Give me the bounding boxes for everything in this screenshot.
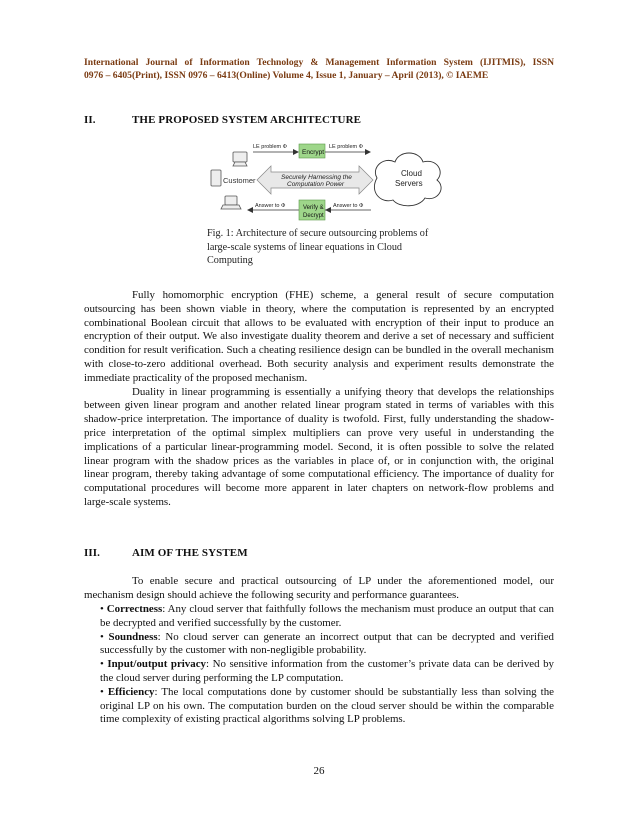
requirements-list xyxy=(84,603,554,727)
verify-label-line2: Decrypt xyxy=(303,213,324,219)
cloud-label-line1: Cloud xyxy=(401,169,422,178)
section-heading-2 xyxy=(84,114,361,126)
cloud-label-line2: Servers xyxy=(395,179,423,188)
section-title: AIM OF THE SYSTEM xyxy=(132,547,248,559)
section-number: III. xyxy=(84,547,100,559)
banner-line2: Computation Power xyxy=(287,181,345,188)
le-problem-label: LE problem Φ xyxy=(253,144,288,150)
le-problem-k-label: LE problem Φ xyxy=(329,144,364,150)
bullet-title: Efficiency xyxy=(107,685,155,698)
aim-intro-paragraph: To enable secure and practical outsourcing of LP under the aforementioned model, our mechanism design should achieve the following security and performance guarantees. xyxy=(84,575,554,601)
journal-header xyxy=(84,56,554,82)
encrypt-label: Encrypt xyxy=(302,149,325,156)
section-title: THE PROPOSED SYSTEM ARCHITECTURE xyxy=(132,114,362,126)
arrow-head-icon xyxy=(365,149,371,155)
list-item: • Input/output privacy: No sensitive information from the customer’s private data can be derived by the cloud server during performing the LP computation. xyxy=(100,658,554,684)
section-number: II. xyxy=(84,114,96,126)
arrow-head-icon xyxy=(293,149,299,155)
journal-header-line1: International Journal of Information Technology & Management Information System (IJITMIS), ISSN xyxy=(84,57,554,68)
customer-label: Customer xyxy=(223,176,256,185)
list-item: • Soundness: No cloud server can generate an incorrect output that can be decrypted and verified successfully by the customer with non-negligible probability. xyxy=(100,630,554,657)
page-number: 26 xyxy=(313,765,325,777)
banner-line1: Securely Harnessing the xyxy=(281,174,352,181)
list-item: • Correctness: Any cloud server that faithfully follows the mechanism must produce an output that can be decrypted and verified successfully by the customer. xyxy=(100,603,554,629)
arrow-head-icon xyxy=(247,207,253,213)
paragraph-duality: Duality in linear programming is essentially a unifying theory that develops the relationships between given linear program and another related linear program stated in terms of variables with this shadow-price interpretation. The importance of duality is twofold. First, fully understanding the shadow-price interpretation of the optimal simplex multipliers can prove very useful in understanding the implications of a particular linear-programming model. Second, it is often possible to solve the related linear program with the shadow prices as the variables in place of, or in conjunction with, the original linear program, thereby taking advantage of some computational efficiency. The importance of duality for computational procedures will become more apparent in later chapters on network-flow problems and large-scale systems. xyxy=(84,385,554,508)
figure-caption: Fig. 1: Architecture of secure outsourcing problems of large-scale systems of linear equations in Cloud Computing xyxy=(207,228,429,266)
bullet-title: Correctness xyxy=(106,603,163,615)
section-heading-3 xyxy=(84,547,248,559)
body-paragraphs xyxy=(84,289,554,510)
architecture-figure xyxy=(205,138,455,228)
arrow-head-icon xyxy=(325,207,331,213)
list-item: • Efficiency: The local computations done by customer should be substantially less than solving the original LP on his own. The computation burden on the cloud server should be within the comparable time complexity of existing practical algorithms solving LP problems. xyxy=(100,685,554,726)
verify-label-line1: Verify & xyxy=(303,205,324,211)
bullet-title: Soundness xyxy=(108,630,158,643)
bullet-text: : Any cloud server that faithfully follows the mechanism must produce an output that can be decrypted and verified successfully by the customer. xyxy=(100,603,554,629)
bullet-text: : No sensitive information from the customer’s private data can be derived by the cloud server during performing the LP computation. xyxy=(100,658,554,684)
answer-label: Answer to Φ xyxy=(255,203,286,209)
bullet-text: : The local computations done by customer should be substantially less than solving the original LP on his own. The computation burden on the cloud server should be within the comparable time complexity of existing practical algorithms solving LP problems. xyxy=(100,685,554,726)
bullet-text: : No cloud server can generate an incorrect output that can be decrypted and verified successfully by the customer with non-negligible probability. xyxy=(100,630,554,657)
journal-header-line2: 0976 – 6405(Print), ISSN 0976 – 6413(Online) Volume 4, Issue 1, January – April (2013), © IAEME xyxy=(84,70,489,81)
bullet-title: Input/output privacy xyxy=(107,658,206,671)
answer-k-label: Answer to Φ xyxy=(333,203,364,209)
paragraph-fhe: Fully homomorphic encryption (FHE) scheme, a general result of secure computation outsourcing has been shown viable in theory, where the computation is represented by an encrypted combinational Boolean circuit that allows to be evaluated with encryption of their input to produce an encryption of their output. We also investigate duality theorem and derive a set of necessary and sufficient condition for result verification. Such a cheating resilience design can be bundled in the overall mechanism with close-to-zero additional overhead. Both security analysis and experiment results demonstrate the immediate practicality of the proposed mechanism. xyxy=(84,289,554,384)
aim-intro xyxy=(84,575,554,603)
